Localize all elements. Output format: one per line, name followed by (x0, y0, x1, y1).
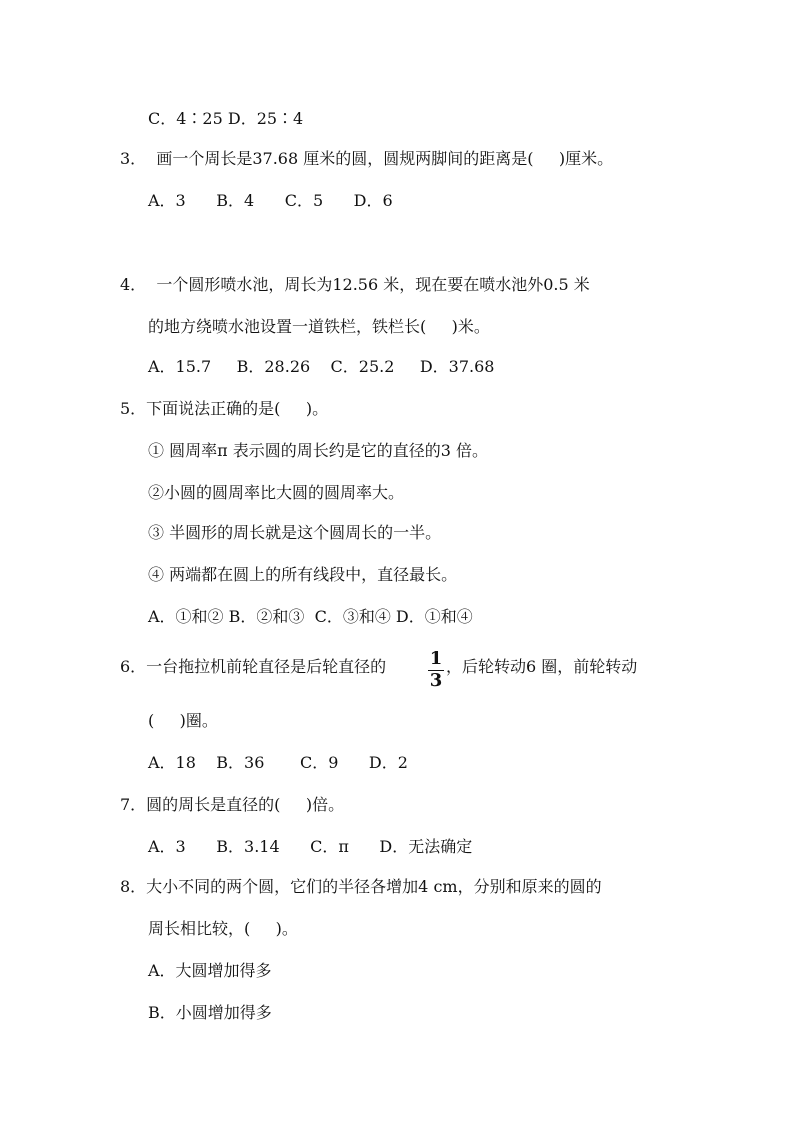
q2-options-tail: C．4∶25 D．25∶4 (148, 109, 304, 128)
q7-options: A．3 B．3.14 C．π D．无法确定 (148, 837, 473, 856)
q3-stem: 3． 画一个周长是37.68 厘米的圆，圆规两脚间的距离是( )厘米。 (120, 149, 614, 168)
q4-stem-line1: 4． 一个圆形喷水池，周长为12.56 米，现在要在喷水池外0.5 米 (120, 275, 590, 294)
fraction-one-third (428, 650, 444, 690)
q3-options: A．3 B．4 C．5 D．6 (148, 191, 393, 210)
q6-stem-line2: ( )圈。 (148, 711, 218, 730)
fraction-denominator: 3 (429, 670, 443, 691)
q6-stem-part-a: 6．一台拖拉机前轮直径是后轮直径的 (120, 657, 387, 676)
q5-statement-2: ②小圆的圆周率比大圆的圆周率大。 (148, 483, 405, 502)
q8-stem-line1: 8．大小不同的两个圆，它们的半径各增加4 cm，分别和原来的圆的 (120, 877, 602, 896)
q8-option-b: B．小圆增加得多 (148, 1003, 272, 1022)
q8-option-a: A．大圆增加得多 (148, 961, 272, 980)
fraction-numerator: 1 (429, 648, 443, 669)
q7-stem: 7．圆的周长是直径的( )倍。 (120, 795, 345, 814)
q5-statement-4: ④ 两端都在圆上的所有线段中，直径最长。 (148, 565, 458, 584)
q5-stem: 5．下面说法正确的是( )。 (120, 399, 329, 418)
q5-statement-3: ③ 半圆形的周长就是这个圆周长的一半。 (148, 523, 442, 542)
q8-stem-line2: 周长相比较，( )。 (148, 919, 298, 938)
q4-options: A．15.7 B．28.26 C．25.2 D．37.68 (148, 357, 495, 376)
q5-statement-1: ① 圆周率π 表示圆的周长约是它的直径的3 倍。 (148, 441, 488, 460)
q4-stem-line2: 的地方绕喷水池设置一道铁栏，铁栏长( )米。 (148, 317, 490, 336)
q5-options: A．①和② B．②和③ C．③和④ D．①和④ (148, 607, 473, 626)
q6-stem-part-b: ，后轮转动6 圈，前轮转动 (446, 657, 638, 676)
q6-options: A．18 B．36 C．9 D．2 (148, 753, 408, 772)
